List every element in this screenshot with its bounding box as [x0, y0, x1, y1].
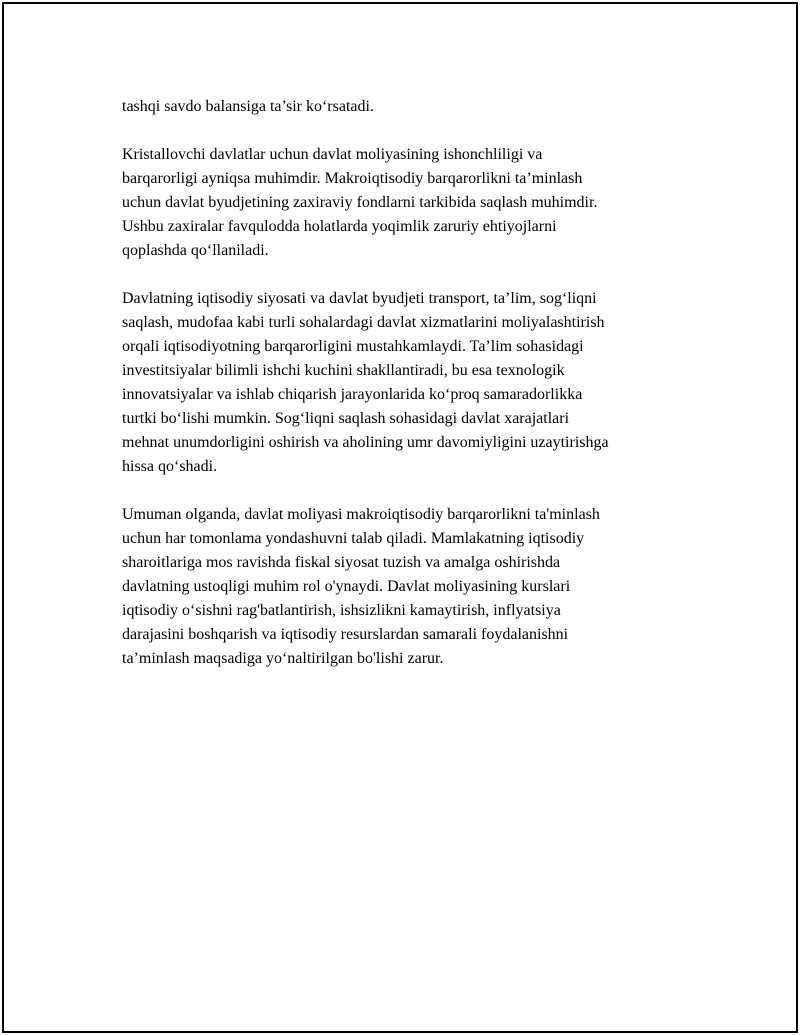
document-page: [2, 2, 798, 1033]
paragraph-2: Kristallovchi davlatlar uchun davlat moliyasining ishonchliligi va barqarorligi ayniqsa muhimdir. Makroiqtisodiy barqarorlikni ta’minlash uchun davlat byudjetining zaxiraviy fondlarni tarkibida saqlash muhimdir. Ushbu zaxiralar favqulodda holatlarda yoqimlik zaruriy ehtiyojlarni qoplashda qo‘llaniladi.: [122, 146, 598, 259]
paragraph-4: Umuman olganda, davlat moliyasi makroiqtisodiy barqarorlikni ta'minlash uchun har tomonlama yondashuvni talab qiladi. Mamlakatning iqtisodiy sharoitlariga mos ravishda fiskal siyosat tuzish va amalga oshirishda davlatning ustoqligi muhim rol o'ynaydi. Davlat moliyasining kurslari iqtisodiy o‘sishni rag'batlantirish, ishsizlikni kamaytirish, inflyatsiya darajasini boshqarish va iqtisodiy resurslardan samarali foydalanishni ta’minlash maqsadiga yo‘naltirilgan bo'lishi zarur.: [122, 506, 600, 667]
paragraph-3: Davlatning iqtisodiy siyosati va davlat byudjeti transport, ta’lim, sog‘liqni saqlash, mudofaa kabi turli sohalardagi davlat xizmatlarini moliyalashtirish orqali iqtisodiyotning barqarorligini mustahkamlaydi. Ta’lim sohasidagi investitsiyalar bilimli ishchi kuchini shakllantiradi, bu esa texnologik innovatsiyalar va ishlab chiqarish jarayonlarida ko‘proq samaradorlikka turtki bo‘lishi mumkin. Sog‘liqni saqlash sohasidagi davlat xarajatlari mehnat unumdorligini oshirish va aholining umr davomiyligini uzaytirishga hissa qo‘shadi.: [122, 290, 609, 475]
paragraph-1: tashqi savdo balansiga ta’sir ko‘rsatadi.: [122, 98, 374, 115]
document-body: [122, 95, 697, 695]
